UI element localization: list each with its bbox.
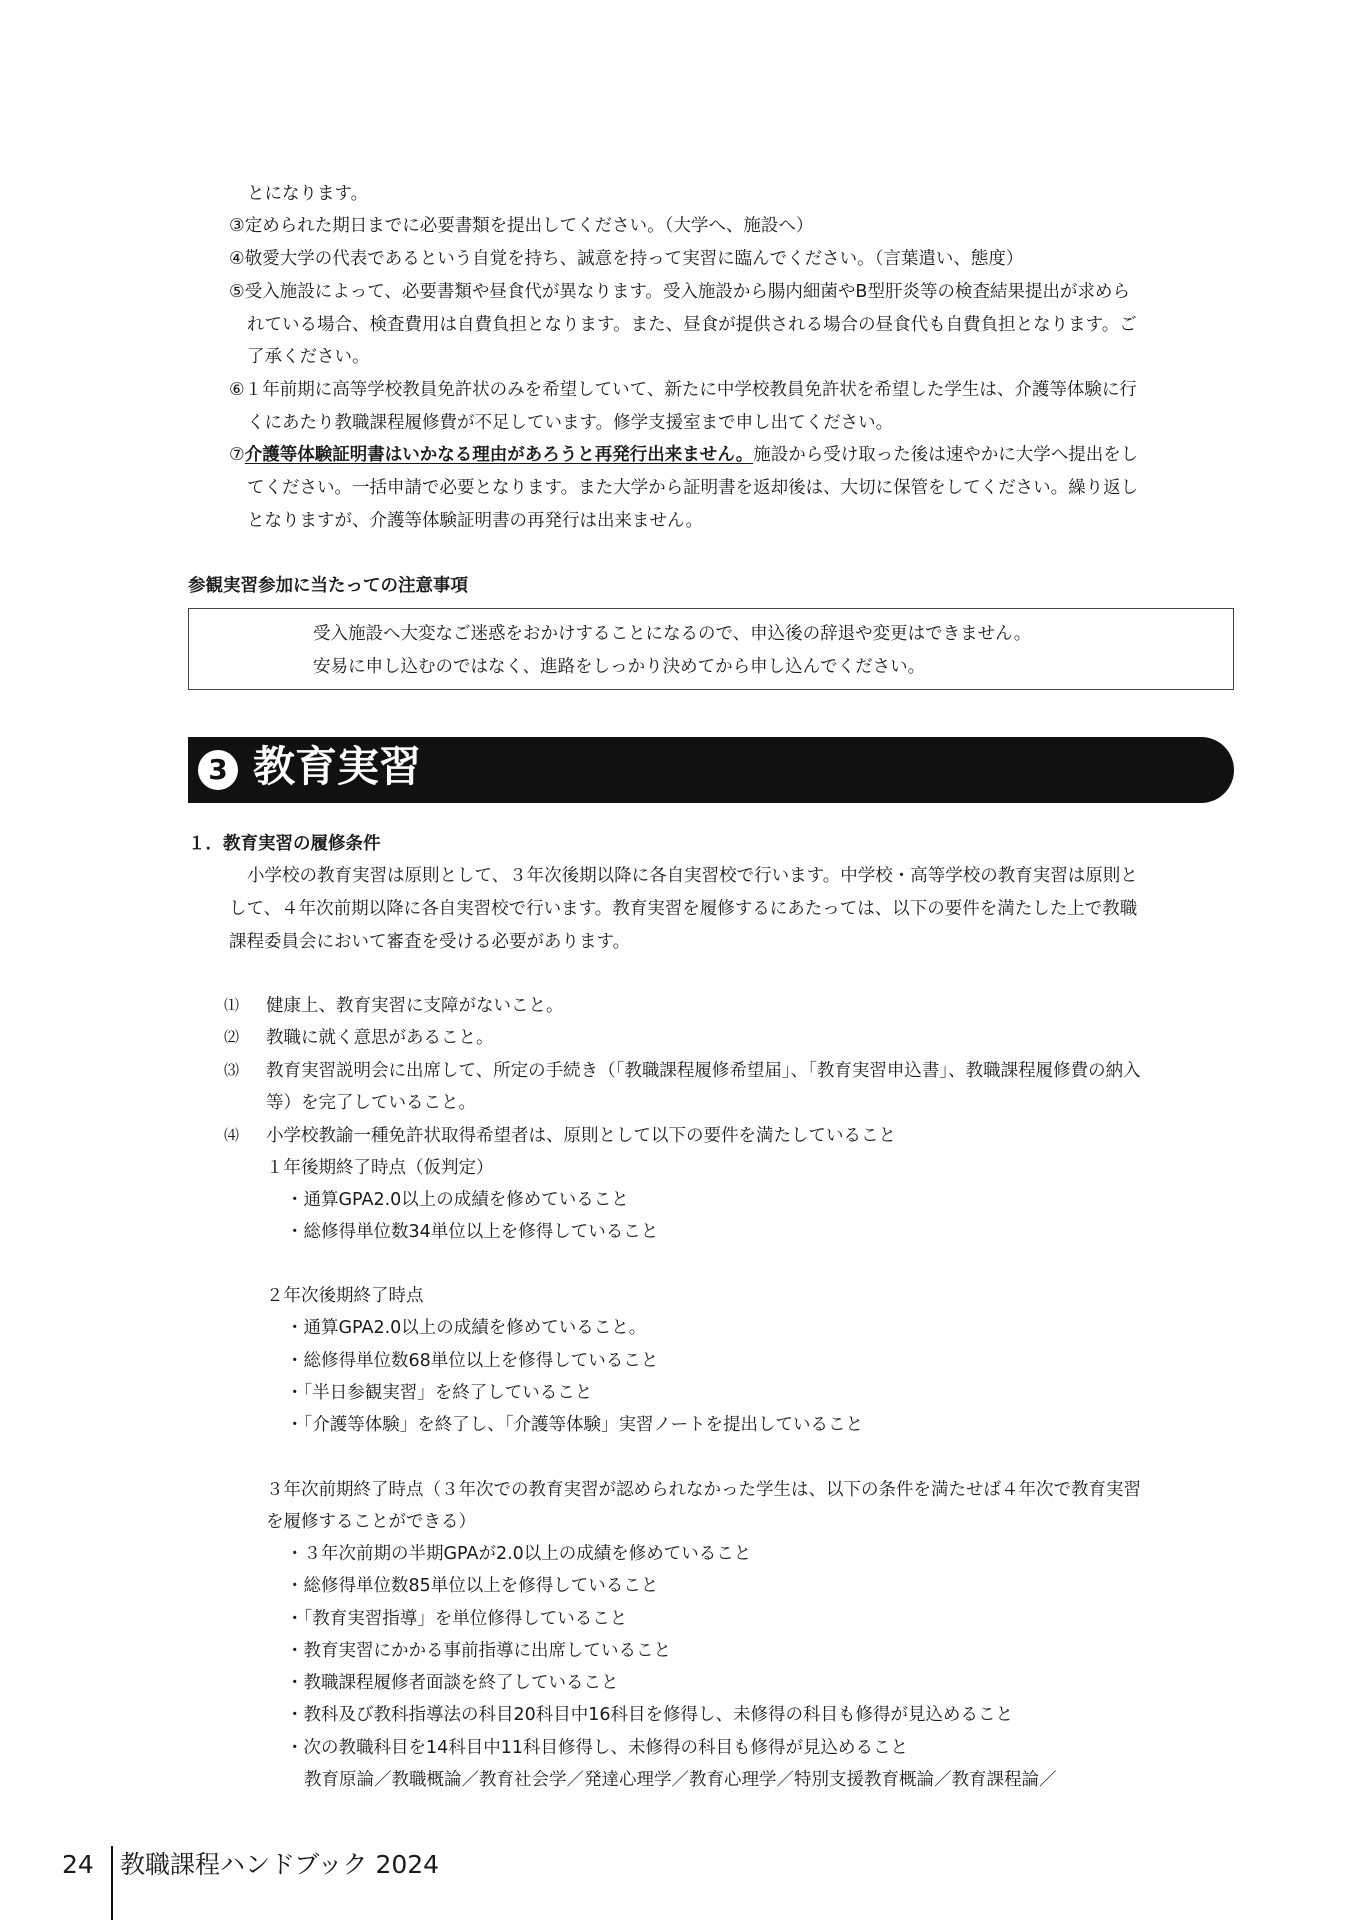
stage-bullet: ・総修得単位数68単位以上を修得していること xyxy=(286,1351,659,1371)
stage-bullet: ・次の教職科目を14科目中11科目修得し、未修得の科目も修得が見込めること xyxy=(286,1738,909,1758)
subsection-heading: １．教育実習の履修条件 xyxy=(188,834,381,854)
page-number: 24 xyxy=(62,1850,94,1879)
requirement-number: ⑴ xyxy=(224,996,240,1014)
stage-bullet: ・３年次前期の半期GPAが2.0以上の成績を修めていること xyxy=(286,1544,752,1564)
subject-list: 教育原論／教職概論／教育社会学／発達心理学／教育心理学／特別支援教育概論／教育課程論／ xyxy=(304,1770,1057,1790)
item7-prefix: ⑦ xyxy=(229,445,245,465)
stage-bullet: ・教職課程履修者面談を終了していること xyxy=(286,1673,619,1693)
requirement-text: 小学校教諭一種免許状取得希望者は、原則として以下の要件を満たしていること xyxy=(266,1126,896,1146)
stage-bullet: ・「介護等体験」を終了し、「介護等体験」実習ノートを提出していること xyxy=(286,1415,863,1435)
stage-bullet: ・「教育実習指導」を単位修得していること xyxy=(286,1609,628,1629)
notice-line: 安易に申し込むのではなく、進路をしっかり決めてから申し込んでください。 xyxy=(313,657,926,677)
item7-warning: 介護等体験証明書はいかなる理由があろうと再発行出来ません。 xyxy=(244,445,754,465)
footer-title: 教職課程ハンドブック 2024 xyxy=(120,1850,440,1879)
stage-heading: １年後期終了時点（仮判定） xyxy=(266,1158,494,1178)
stage-bullet: ・総修得単位数85単位以上を修得していること xyxy=(286,1576,659,1596)
section-number-badge: 3 xyxy=(198,750,238,790)
stage-bullet: ・総修得単位数34単位以上を修得していること xyxy=(286,1222,659,1242)
paragraph-line: 課程委員会において審査を受ける必要があります。 xyxy=(229,932,631,952)
intro-line: れている場合、検査費用は自費負担となります。また、昼食が提供される場合の昼食代も自費負担となります。ご xyxy=(247,315,1137,335)
section-title: 教育実習 xyxy=(253,742,422,791)
requirement-number: ⑷ xyxy=(224,1126,240,1144)
item7-first-line xyxy=(229,447,1138,465)
requirement-text: 健康上、教育実習に支障がないこと。 xyxy=(266,996,564,1016)
intro-line: とになります。 xyxy=(247,184,369,204)
stage-bullet: ・通算GPA2.0以上の成績を修めていること。 xyxy=(286,1318,647,1338)
requirement-number: ⑶ xyxy=(224,1061,240,1079)
stage-bullet: ・教科及び教科指導法の科目20科目中16科目を修得し、未修得の科目も修得が見込めること xyxy=(286,1705,1014,1725)
item7-line: となりますが、介護等体験証明書の再発行は出来ません。 xyxy=(247,511,704,531)
stage-bullet: ・通算GPA2.0以上の成績を修めていること xyxy=(286,1190,629,1210)
stage-bullet: ・「半日参観実習」を終了していること xyxy=(286,1383,593,1403)
requirement-number: ⑵ xyxy=(224,1028,240,1046)
intro-line: ④敬愛大学の代表であるという自覚を持ち、誠意を持って実習に臨んでください。（言葉遣い、態度） xyxy=(229,249,1024,269)
intro-line: ⑤受入施設によって、必要書類や昼食代が異なります。受入施設から腸内細菌やB型肝炎等の検査結果提出が求めら xyxy=(229,282,1130,302)
item7-rest: 施設から受け取った後は速やかに大学へ提出をし xyxy=(753,445,1139,465)
stage-heading: を履修することができる） xyxy=(266,1512,476,1532)
intro-line: ③定められた期日までに必要書類を提出してください。（大学へ、施設へ） xyxy=(229,216,814,236)
requirement-text: 等）を完了していること。 xyxy=(266,1093,476,1113)
intro-line: 了承ください。 xyxy=(247,347,370,367)
item7-line: てください。一括申請で必要となります。また大学から証明書を返却後は、大切に保管をしてください。繰り返し xyxy=(247,478,1139,498)
notice-heading: 参観実習参加に当たっての注意事項 xyxy=(188,576,468,596)
intro-line: ⑥１年前期に高等学校教員免許状のみを希望していて、新たに中学校教員免許状を希望した学生は、介護等体験に行 xyxy=(229,380,1137,400)
paragraph-line: して、４年次前期以降に各自実習校で行います。教育実習を履修するにあたっては、以下の要件を満たした上で教職 xyxy=(229,899,1138,919)
requirement-text: 教職に就く意思があること。 xyxy=(266,1028,494,1048)
requirement-text: 教育実習説明会に出席して、所定の手続き（「教職課程履修希望届」、「教育実習申込書」、教職課程履修費の納入 xyxy=(266,1061,1141,1081)
notice-box xyxy=(188,608,1234,690)
notice-line: 受入施設へ大変なご迷惑をおかけすることになるので、申込後の辞退や変更はできません。 xyxy=(313,624,1032,644)
intro-line: くにあたり教職課程履修費が不足しています。修学支援室まで申し出てください。 xyxy=(247,413,894,433)
paragraph-line: 小学校の教育実習は原則として、３年次後期以降に各自実習校で行います。中学校・高等学校の教育実習は原則と xyxy=(247,866,1138,886)
stage-heading: ３年次前期終了時点（３年次での教育実習が認められなかった学生は、以下の条件を満たせば４年次で教育実習 xyxy=(266,1480,1141,1500)
stage-bullet: ・教育実習にかかる事前指導に出席していること xyxy=(286,1641,671,1661)
stage-heading: ２年次後期終了時点 xyxy=(266,1286,424,1306)
footer-divider xyxy=(111,1846,113,1920)
